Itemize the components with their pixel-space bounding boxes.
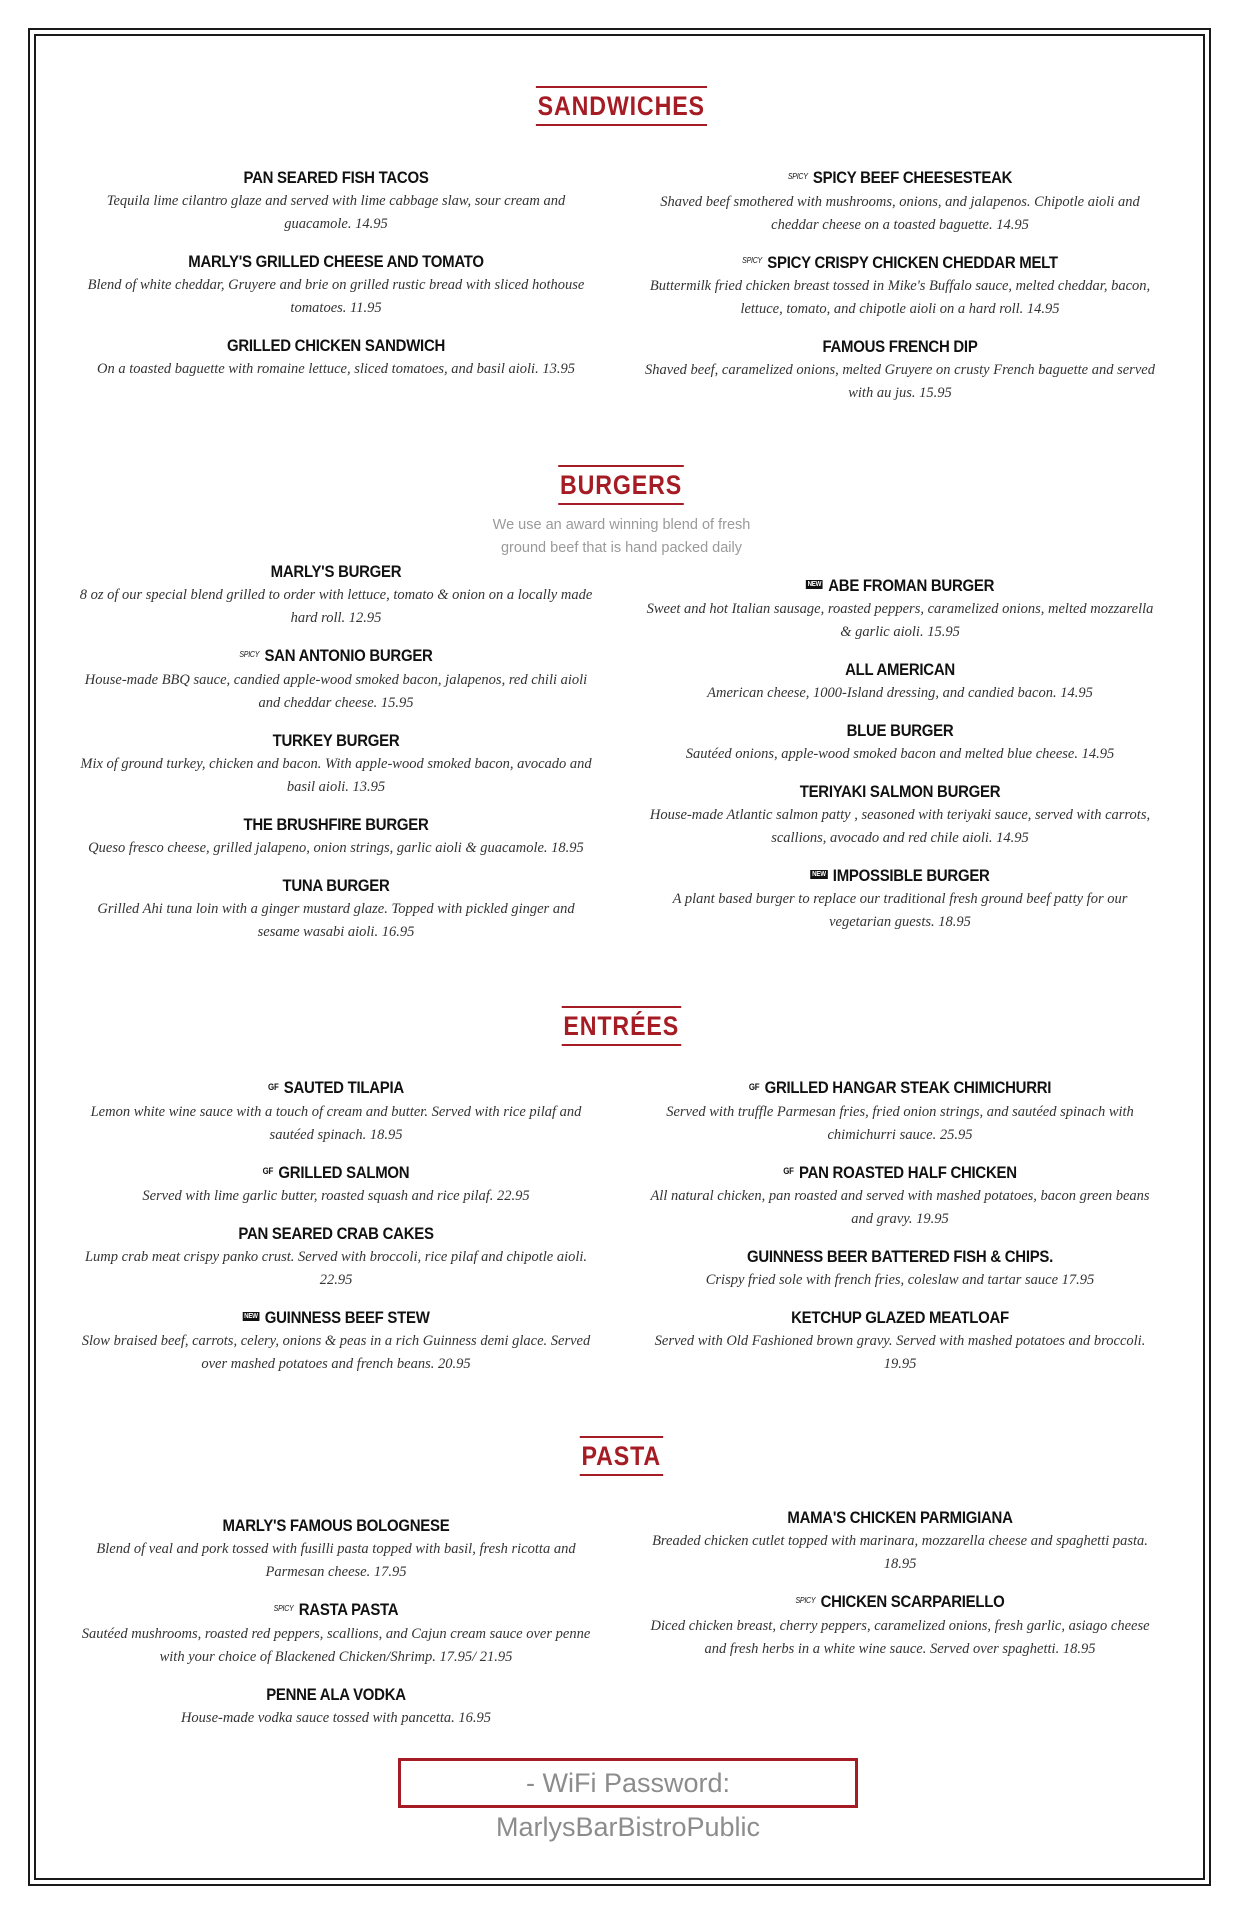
menu-item-title: GRILLED HANGAR STEAK CHIMICHURRI bbox=[764, 1078, 1052, 1097]
wifi-password-text: - WiFi Password: MarlysBarBistroPublic bbox=[495, 1768, 761, 1842]
menu-item-name bbox=[107, 1076, 565, 1101]
menu-item-title: PAN SEARED CRAB CAKES bbox=[238, 1224, 434, 1244]
menu-item-name bbox=[671, 780, 1129, 804]
menu-item-title: TERIYAKI SALMON BURGER bbox=[799, 782, 1001, 801]
menu-item-title: MARLY'S BURGER bbox=[270, 562, 402, 581]
menu-item bbox=[76, 1598, 596, 1669]
menu-item-description: Shaved beef smothered with mushrooms, onions, and jalapenos. Chipotle aioli and cheddar cheese on a toasted baguette. 14.95 bbox=[660, 193, 1140, 233]
menu-item-name bbox=[107, 1514, 565, 1538]
section-title-pasta: PASTA bbox=[0, 1436, 1243, 1476]
menu-item bbox=[640, 1306, 1160, 1376]
menu-item-description: House-made Atlantic salmon patty , seasoned with teriyaki sauce, served with carrots, scallions, avocado and red chile aioli. 14.95 bbox=[649, 807, 1151, 846]
menu-item-name bbox=[107, 813, 565, 837]
menu-item-title: GUINNESS BEER BATTERED FISH & CHIPS. bbox=[746, 1247, 1054, 1267]
menu-item-title: PAN SEARED FISH TACOS bbox=[243, 168, 429, 187]
menu-item-description: On a toasted baguette with romaine lettuce, sliced tomatoes, and basil aioli. 13.95 bbox=[97, 361, 575, 377]
menu-item-description: Served with Old Fashioned brown gravy. Served with mashed potatoes and broccoli. 19.95 bbox=[654, 1333, 1146, 1373]
menu-item bbox=[640, 780, 1160, 850]
new-badge: NEW bbox=[807, 581, 822, 589]
menu-item-name bbox=[671, 719, 1129, 743]
menu-item-title: TURKEY BURGER bbox=[272, 730, 400, 750]
menu-item bbox=[640, 251, 1160, 322]
menu-item-title: MARLY'S FAMOUS BOLOGNESE bbox=[222, 1516, 450, 1535]
menu-item-title: BLUE BURGER bbox=[846, 721, 954, 740]
section-title-burgers: BURGERS bbox=[0, 465, 1243, 505]
menu-item-title: IMPOSSIBLE BURGER bbox=[832, 866, 990, 885]
menu-item-title: MAMA'S CHICKEN PARMIGIANA bbox=[787, 1508, 1013, 1527]
menu-item-name bbox=[107, 560, 565, 584]
menu-item bbox=[76, 729, 596, 799]
menu-item-description: Slow braised beef, carrots, celery, onions & peas in a rich Guinness demi glace. Served over mashed potatoes and french beans. 20.95 bbox=[81, 1333, 591, 1373]
entrees-right-column bbox=[640, 1076, 1160, 1390]
menu-item-description: Served with truffle Parmesan fries, fried onion strings, and sautéed spinach with chimichurri sauce. 25.95 bbox=[666, 1103, 1134, 1143]
menu-item-name bbox=[671, 658, 1129, 682]
menu-item-name bbox=[107, 250, 565, 274]
menu-item bbox=[640, 166, 1160, 237]
menu-item-title: MARLY'S GRILLED CHEESE AND TOMATO bbox=[188, 252, 484, 271]
gf-badge: GF bbox=[748, 1081, 760, 1092]
spicy-badge: SPICY bbox=[239, 649, 260, 659]
menu-item-description: Shaved beef, caramelized onions, melted Gruyere on crusty French baguette and served with au jus. 15.95 bbox=[645, 362, 1155, 402]
spicy-badge: SPICY bbox=[742, 256, 762, 266]
spicy-badge: SPICY bbox=[787, 171, 808, 181]
menu-item-name bbox=[107, 1598, 565, 1623]
menu-item bbox=[76, 874, 596, 944]
sandwiches-left-column bbox=[76, 166, 596, 395]
menu-item-description: Sautéed mushrooms, roasted red peppers, scallions, and Cajun cream sauce over penne with your choice of Blackened Chicken/Shrimp. 17.95/ 21.95 bbox=[81, 1625, 591, 1665]
menu-item-name bbox=[671, 1245, 1129, 1269]
menu-item bbox=[640, 574, 1160, 644]
menu-item-description: Blend of white cheddar, Gruyere and brie on grilled rustic bread with sliced hothouse tomatoes. 11.95 bbox=[87, 277, 585, 316]
menu-item-description: A plant based burger to replace our traditional fresh ground beef patty for our vegetarian guests. 18.95 bbox=[672, 891, 1128, 930]
menu-item bbox=[640, 335, 1160, 405]
menu-item-name bbox=[107, 166, 565, 190]
menu-item bbox=[76, 644, 596, 715]
menu-item-description: House-made BBQ sauce, candied apple-wood smoked bacon, jalapenos, red chili aioli and cheddar cheese. 15.95 bbox=[84, 671, 588, 711]
menu-item-description: Lump crab meat crispy panko crust. Served with broccoli, rice pilaf and chipotle aioli. 22.95 bbox=[84, 1249, 588, 1289]
menu-item-description: Breaded chicken cutlet topped with marinara, mozzarella cheese and spaghetti pasta. 18.95 bbox=[652, 1533, 1148, 1572]
menu-item-title: ABE FROMAN BURGER bbox=[828, 576, 995, 595]
menu-item-name bbox=[671, 1506, 1129, 1530]
menu-item bbox=[640, 1245, 1160, 1292]
menu-item-title: KETCHUP GLAZED MEATLOAF bbox=[791, 1308, 1009, 1328]
menu-item-name bbox=[107, 1161, 565, 1186]
burgers-note-line-1: We use an award winning blend of fresh bbox=[492, 517, 751, 533]
menu-item-title: CHICKEN SCARPARIELLO bbox=[820, 1592, 1005, 1611]
menu-item-description: All natural chicken, pan roasted and served with mashed potatoes, bacon green beans and gravy. 19.95 bbox=[650, 1188, 1150, 1228]
menu-item bbox=[76, 166, 596, 236]
menu-item-name bbox=[671, 864, 1129, 888]
menu-item-title: GRILLED CHICKEN SANDWICH bbox=[226, 336, 446, 355]
menu-item bbox=[76, 1222, 596, 1292]
menu-item-description: Lemon white wine sauce with a touch of cream and butter. Served with rice pilaf and sautéed spinach. 18.95 bbox=[90, 1103, 582, 1143]
new-badge: NEW bbox=[812, 871, 826, 879]
pasta-left-column bbox=[76, 1514, 596, 1744]
menu-item bbox=[76, 250, 596, 320]
menu-item-title: THE BRUSHFIRE BURGER bbox=[243, 814, 429, 834]
menu-item-description: Mix of ground turkey, chicken and bacon. With apple-wood smoked bacon, avocado and basil aioli. 13.95 bbox=[80, 755, 592, 795]
burgers-right-column bbox=[640, 574, 1160, 948]
menu-item bbox=[76, 1514, 596, 1584]
menu-item bbox=[640, 1506, 1160, 1576]
menu-item-title: SAN ANTONIO BURGER bbox=[264, 646, 433, 665]
menu-item-description: Blend of veal and pork tossed with fusilli pasta topped with basil, fresh ricotta and Parmesan cheese. 17.95 bbox=[96, 1541, 576, 1580]
menu-item bbox=[76, 334, 596, 381]
menu-item-name bbox=[107, 644, 565, 669]
menu-item-name bbox=[671, 1161, 1129, 1186]
menu-item-name bbox=[671, 251, 1129, 276]
menu-item bbox=[76, 1161, 596, 1209]
menu-item-title: PAN ROASTED HALF CHICKEN bbox=[798, 1162, 1017, 1182]
gf-badge: GF bbox=[783, 1166, 794, 1177]
menu-item-description: Served with lime garlic butter, roasted squash and rice pilaf. 22.95 bbox=[142, 1188, 530, 1205]
new-badge: NEW bbox=[244, 1313, 258, 1321]
menu-item-name bbox=[671, 1076, 1129, 1101]
gf-badge: GF bbox=[268, 1081, 279, 1092]
menu-item-title: SPICY CRISPY CHICKEN CHEDDAR MELT bbox=[767, 252, 1058, 272]
menu-item-title: SAUTED TILAPIA bbox=[283, 1078, 404, 1097]
menu-item-title: TUNA BURGER bbox=[282, 875, 390, 895]
menu-item bbox=[640, 719, 1160, 766]
menu-item-name bbox=[671, 166, 1129, 191]
menu-item bbox=[640, 1161, 1160, 1232]
menu-item-title: FAMOUS FRENCH DIP bbox=[822, 337, 978, 357]
menu-item-description: American cheese, 1000-Island dressing, and candied bacon. 14.95 bbox=[707, 685, 1093, 701]
section-title-sandwiches: SANDWICHES bbox=[0, 86, 1243, 126]
sandwiches-right-column bbox=[640, 166, 1160, 419]
menu-item-title: SPICY BEEF CHEESESTEAK bbox=[812, 168, 1013, 187]
menu-item-title: GRILLED SALMON bbox=[278, 1162, 410, 1182]
menu-item-description: Diced chicken breast, cherry peppers, caramelized onions, fresh garlic, asiago cheese and fresh herbs in a white wine sauce. Served over spaghetti. 18.95 bbox=[650, 1617, 1150, 1657]
menu-item bbox=[76, 1076, 596, 1147]
menu-item bbox=[76, 813, 596, 860]
menu-item-description: Buttermilk fried chicken breast tossed in Mike's Buffalo sauce, melted cheddar, bacon, lettuce, tomato, and chipotle aioli on a hard roll. 14.95 bbox=[649, 278, 1151, 318]
menu-item-name bbox=[107, 1222, 565, 1246]
menu-item-name bbox=[107, 334, 565, 358]
menu-item-title: RASTA PASTA bbox=[298, 1600, 399, 1619]
menu-item-description: Tequila lime cilantro glaze and served with lime cabbage slaw, sour cream and guacamole. 14.95 bbox=[106, 193, 566, 232]
menu-item-description: Sautéed onions, apple-wood smoked bacon and melted blue cheese. 14.95 bbox=[685, 746, 1115, 762]
burgers-left-column bbox=[76, 560, 596, 958]
gf-badge: GF bbox=[262, 1166, 274, 1177]
menu-item-title: PENNE ALA VODKA bbox=[266, 1684, 406, 1704]
menu-item-name bbox=[107, 1683, 565, 1707]
menu-item-description: Sweet and hot Italian sausage, roasted peppers, caramelized onions, melted mozzarella & garlic aioli. 15.95 bbox=[646, 601, 1154, 640]
menu-item bbox=[76, 560, 596, 630]
menu-item-name bbox=[107, 729, 565, 753]
menu-item-name bbox=[107, 874, 565, 898]
menu-item-description: 8 oz of our special blend grilled to order with lettuce, tomato & onion on a locally made hard roll. 12.95 bbox=[79, 587, 593, 626]
wifi-password-box bbox=[398, 1758, 858, 1842]
spicy-badge: SPICY bbox=[273, 1603, 294, 1613]
entrees-left-column bbox=[76, 1076, 596, 1390]
menu-item-description: Grilled Ahi tuna loin with a ginger mustard glaze. Topped with pickled ginger and sesame wasabi aioli. 16.95 bbox=[97, 900, 575, 940]
menu-item-description: Crispy fried sole with french fries, coleslaw and tartar sauce 17.95 bbox=[705, 1272, 1095, 1289]
menu-item bbox=[76, 1683, 596, 1730]
menu-item bbox=[640, 864, 1160, 934]
menu-item-description: House-made vodka sauce tossed with pancetta. 16.95 bbox=[180, 1709, 492, 1726]
menu-item bbox=[640, 1076, 1160, 1147]
menu-item-title: ALL AMERICAN bbox=[845, 660, 955, 679]
menu-item-description: Queso fresco cheese, grilled jalapeno, onion strings, garlic aioli & guacamole. 18.95 bbox=[88, 839, 584, 856]
menu-item bbox=[640, 1590, 1160, 1661]
burgers-note bbox=[0, 514, 1243, 560]
section-title-entrees: ENTRÉES bbox=[0, 1006, 1243, 1046]
menu-item bbox=[640, 658, 1160, 705]
menu-item bbox=[76, 1306, 596, 1376]
burgers-note-line-2: ground beef that is hand packed daily bbox=[500, 540, 743, 556]
menu-item-name bbox=[107, 1306, 565, 1330]
spicy-badge: SPICY bbox=[795, 1595, 816, 1605]
menu-item-name bbox=[671, 1590, 1129, 1615]
pasta-right-column bbox=[640, 1506, 1160, 1675]
menu-item-name bbox=[671, 574, 1129, 598]
menu-item-name bbox=[671, 335, 1129, 359]
menu-item-name bbox=[671, 1306, 1129, 1330]
menu-item-title: GUINNESS BEEF STEW bbox=[264, 1308, 430, 1328]
